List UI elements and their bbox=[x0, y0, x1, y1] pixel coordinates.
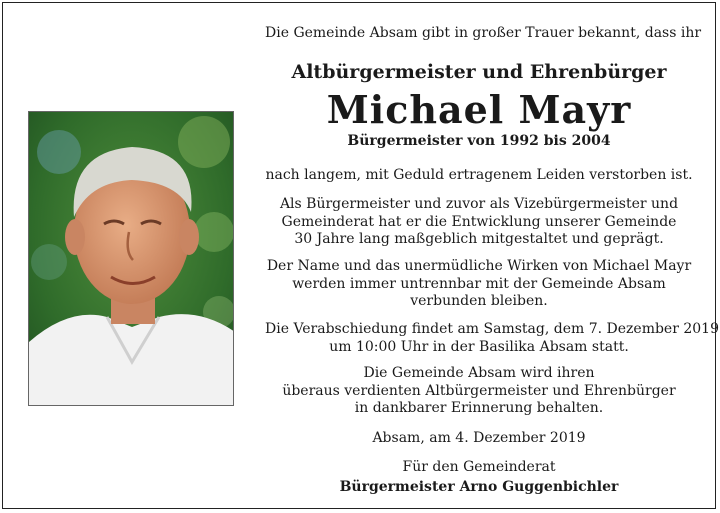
term-of-office: Bürgermeister von 1992 bis 2004 bbox=[347, 133, 611, 149]
paragraph-legacy bbox=[265, 258, 693, 311]
paragraph-farewell bbox=[265, 321, 719, 356]
paragraph-career bbox=[265, 196, 693, 249]
title-honorary: Altbürgermeister und Ehrenbürger bbox=[291, 61, 667, 83]
paragraph-line: 30 Jahre lang maßgeblich mitgestaltet und geprägt. bbox=[294, 231, 664, 247]
paragraph-line: verbunden bleiben. bbox=[410, 293, 548, 309]
paragraph-remembrance bbox=[265, 365, 693, 418]
signatory-name: Bürgermeister Arno Guggenbichler bbox=[339, 479, 619, 495]
place-and-date: Absam, am 4. Dezember 2019 bbox=[372, 430, 586, 446]
obituary-notice bbox=[2, 2, 719, 509]
paragraph-line: in dankbarer Erinnerung behalten. bbox=[354, 400, 604, 416]
deceased-name: Michael Mayr bbox=[326, 87, 632, 132]
portrait-photo bbox=[28, 111, 234, 406]
paragraph-line: Die Gemeinde Absam wird ihren bbox=[363, 365, 595, 381]
paragraph-line: Der Name und das unermüdliche Wirken von Michael Mayr bbox=[266, 258, 692, 274]
paragraph-line: Die Verabschiedung findet am Samstag, dem 7. Dezember 2019 bbox=[265, 321, 719, 337]
intro-text: Die Gemeinde Absam gibt in großer Trauer bekannt, dass ihr bbox=[265, 25, 702, 41]
paragraph-line: überaus verdienten Altbürgermeister und Ehrenbürger bbox=[282, 382, 676, 399]
council-line: Für den Gemeinderat bbox=[402, 459, 556, 475]
paragraph-line: um 10:00 Uhr in der Basilika Absam statt. bbox=[329, 338, 629, 355]
paragraph-line: werden immer untrennbar mit der Gemeinde Absam bbox=[292, 275, 666, 292]
paragraph-line: Als Bürgermeister und zuvor als Vizebürgermeister und bbox=[279, 196, 679, 212]
paragraph-line: Gemeinderat hat er die Entwicklung unserer Gemeinde bbox=[281, 213, 677, 230]
passing-statement: nach langem, mit Geduld ertragenem Leiden verstorben ist. bbox=[265, 167, 693, 183]
portrait-image bbox=[29, 112, 234, 406]
